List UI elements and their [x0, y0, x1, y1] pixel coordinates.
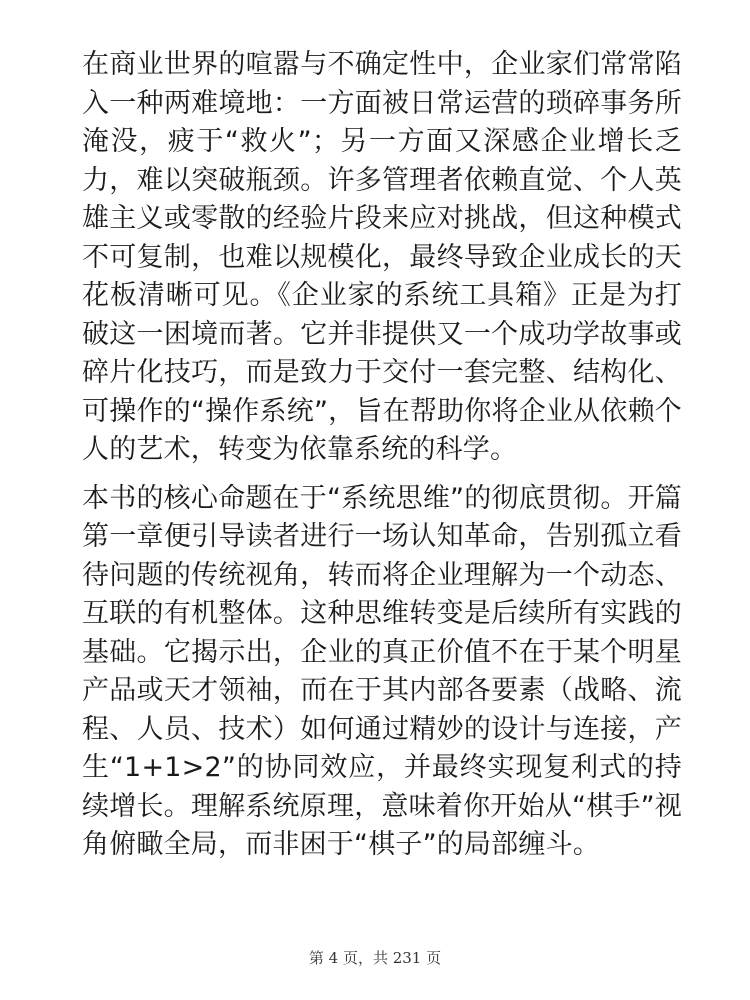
paragraph-2: 本书的核心命题在于“系统思维”的彻底贯彻。开篇第一章便引导读者进行一场认知革命，告别孤立看待问题的传统视角，转而将企业理解为一个动态、互联的有机整体。这种思维转变是后续所有实践的基础。它揭示出，企业的真正价值不在于某个明星产品或天才领袖，而在于其内部各要素（战略、流程、人员、技术）如何通过精妙的设计与连接，产生“1+1>2”的协同效应，并最终实现复利式的持续增长。理解系统原理，意味着你开始从“棋手”视角俯瞰全局，而非困于“棋子”的局部缠斗。 — [82, 482, 682, 860]
body-text — [82, 46, 682, 865]
page-footer: 第 4 页，共 231 页 — [308, 949, 442, 967]
paragraph-1: 在商业世界的喧嚣与不确定性中，企业家们常常陷入一种两难境地：一方面被日常运营的琐碎事务所淹没，疲于“救火”；另一方面又深感企业增长乏力，难以突破瓶颈。许多管理者依赖直觉、个人英雄主义或零散的经验片段来应对挑战，但这种模式不可复制，也难以规模化，最终导致企业成长的天花板清晰可见。《企业家的系统工具箱》正是为打破这一困境而著。它并非提供又一个成功学故事或碎片化技巧，而是致力于交付一套完整、结构化、可操作的“操作系统”，旨在帮助你将企业从依赖个人的艺术，转变为依靠系统的科学。 — [82, 49, 682, 465]
